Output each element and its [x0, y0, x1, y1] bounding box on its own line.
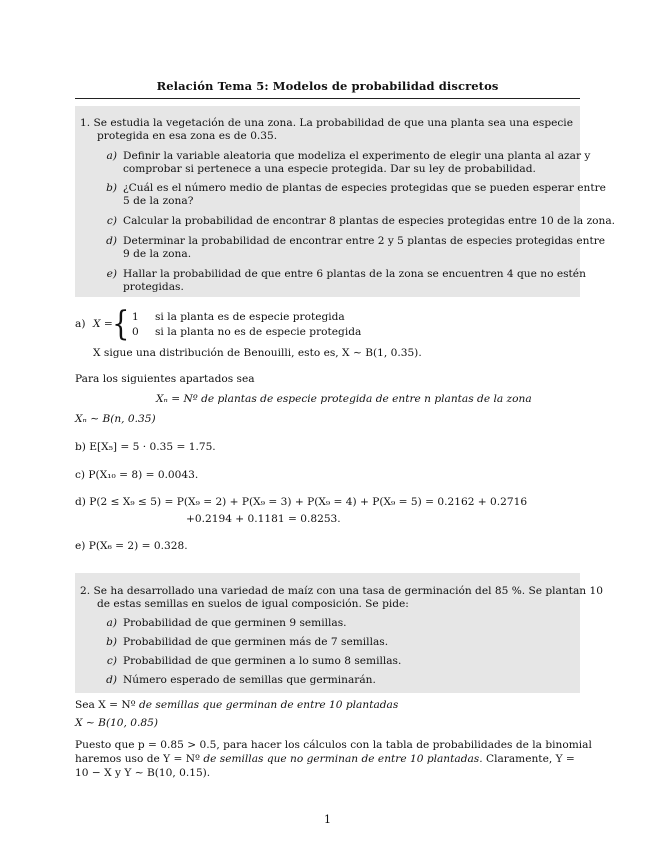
item-text: ¿Cuál es el número medio de plantas de especies protegidas que se pueden esperar entre	[123, 182, 606, 194]
problem-1-intro-line1: 1. Se estudia la vegetación de una zona. La probabilidad de que una planta sea una especie	[80, 117, 573, 129]
solution-1b: b) E[X₅] = 5 · 0.35 = 1.75.	[75, 441, 216, 453]
solution-2-dist: X ∼ B(10, 0.85)	[75, 717, 159, 729]
variable-definition	[156, 393, 532, 406]
problem-2-intro-line1: 2. Se ha desarrollado una variedad de maíz con una tasa de germinación del 85 %. Se plantan 10	[80, 585, 603, 597]
solution-1d-line1: d) P(2 ≤ X₉ ≤ 5) = P(X₉ = 2) + P(X₉ = 3) + P(X₉ = 4) + P(X₉ = 5) = 0.2162 + 0.2716	[75, 496, 528, 508]
solution-1-dist: Xₙ ∼ B(n, 0.35)	[75, 413, 156, 425]
case-2-text: si la planta no es de especie protegida	[155, 326, 362, 338]
solution-1a-distribution: X sigue una distribución de Benouilli, esto es, X ∼ B(1, 0.35).	[93, 347, 422, 359]
problem-2-intro-line2: de estas semillas en suelos de igual composición. Se pide:	[97, 598, 409, 610]
item-text-cont: 5 de la zona?	[123, 195, 194, 207]
line2-b: de semillas que no germinan de entre 10 plantadas.	[203, 753, 483, 765]
item-text: Número esperado de semillas que germinarán.	[123, 674, 376, 686]
solution-1a-label: a)	[75, 318, 86, 330]
solution-1e: e) P(X₆ = 2) = 0.328.	[75, 540, 188, 552]
problem-1-intro-line2: protegida en esa zona es de 0.35.	[97, 130, 278, 142]
item-label: c)	[106, 215, 117, 227]
definition-rhs: de plantas de especie protegida de entre n plantas de la zona	[201, 393, 532, 405]
case-1-text: si la planta es de especie protegida	[155, 311, 345, 323]
line2-a: haremos uso de Y = Nº	[75, 753, 200, 765]
item-text: Determinar la probabilidad de encontrar entre 2 y 5 plantas de especies protegidas entre	[123, 235, 606, 247]
solution-2-sea	[75, 699, 398, 712]
definition-lhs: Xₙ = Nº	[156, 393, 198, 405]
item-text: Probabilidad de que germinen 9 semillas.	[123, 617, 347, 629]
item-label: a)	[106, 617, 117, 629]
solution-1-intro: Para los siguientes apartados sea	[75, 373, 255, 385]
item-text: Probabilidad de que germinen a lo sumo 8 semillas.	[123, 655, 402, 667]
case-2-value: 0	[132, 326, 139, 338]
header-rule	[75, 98, 580, 99]
item-label: d)	[106, 674, 117, 686]
item-text: Calcular la probabilidad de encontrar 8 plantas de especies protegidas entre 10 de la zona.	[123, 215, 616, 227]
sea-rhs: de semillas que germinan de entre 10 plantadas	[139, 699, 399, 711]
page-header: Relación Tema 5: Modelos de probabilidad discretos	[156, 79, 499, 93]
solution-1a-var: X =	[93, 318, 113, 330]
case-1-value: 1	[132, 311, 139, 323]
solution-2-line1: Puesto que p = 0.85 > 0.5, para hacer los cálculos con la tabla de probabilidades de la binomial	[75, 739, 592, 751]
left-brace: {	[112, 304, 130, 344]
item-text: Definir la variable aleatoria que modeliza el experimento de elegir una planta al azar y	[123, 150, 591, 162]
solution-2-line3: 10 − X y Y ∼ B(10, 0.15).	[75, 767, 211, 779]
solution-2-line2	[75, 753, 575, 766]
solution-1d-line2: +0.2194 + 0.1181 = 0.8253.	[186, 513, 341, 525]
item-label: d)	[106, 235, 117, 247]
item-text-cont: comprobar si pertenece a una especie protegida. Dar su ley de probabilidad.	[123, 163, 536, 175]
item-text: Hallar la probabilidad de que entre 6 plantas de la zona se encuentren 4 que no estén	[123, 268, 586, 280]
item-text-cont: 9 de la zona.	[123, 248, 192, 260]
page-number: 1	[324, 813, 331, 826]
item-label: e)	[106, 268, 117, 280]
item-label: c)	[106, 655, 117, 667]
item-label: a)	[106, 150, 117, 162]
sea-prefix: Sea X = Nº	[75, 699, 136, 711]
line2-c: Claramente, Y =	[485, 753, 575, 765]
item-label: b)	[106, 636, 117, 648]
solution-1c: c) P(X₁₀ = 8) = 0.0043.	[75, 469, 199, 481]
item-text-cont: protegidas.	[123, 281, 184, 293]
item-label: b)	[106, 182, 117, 194]
item-text: Probabilidad de que germinen más de 7 semillas.	[123, 636, 389, 648]
